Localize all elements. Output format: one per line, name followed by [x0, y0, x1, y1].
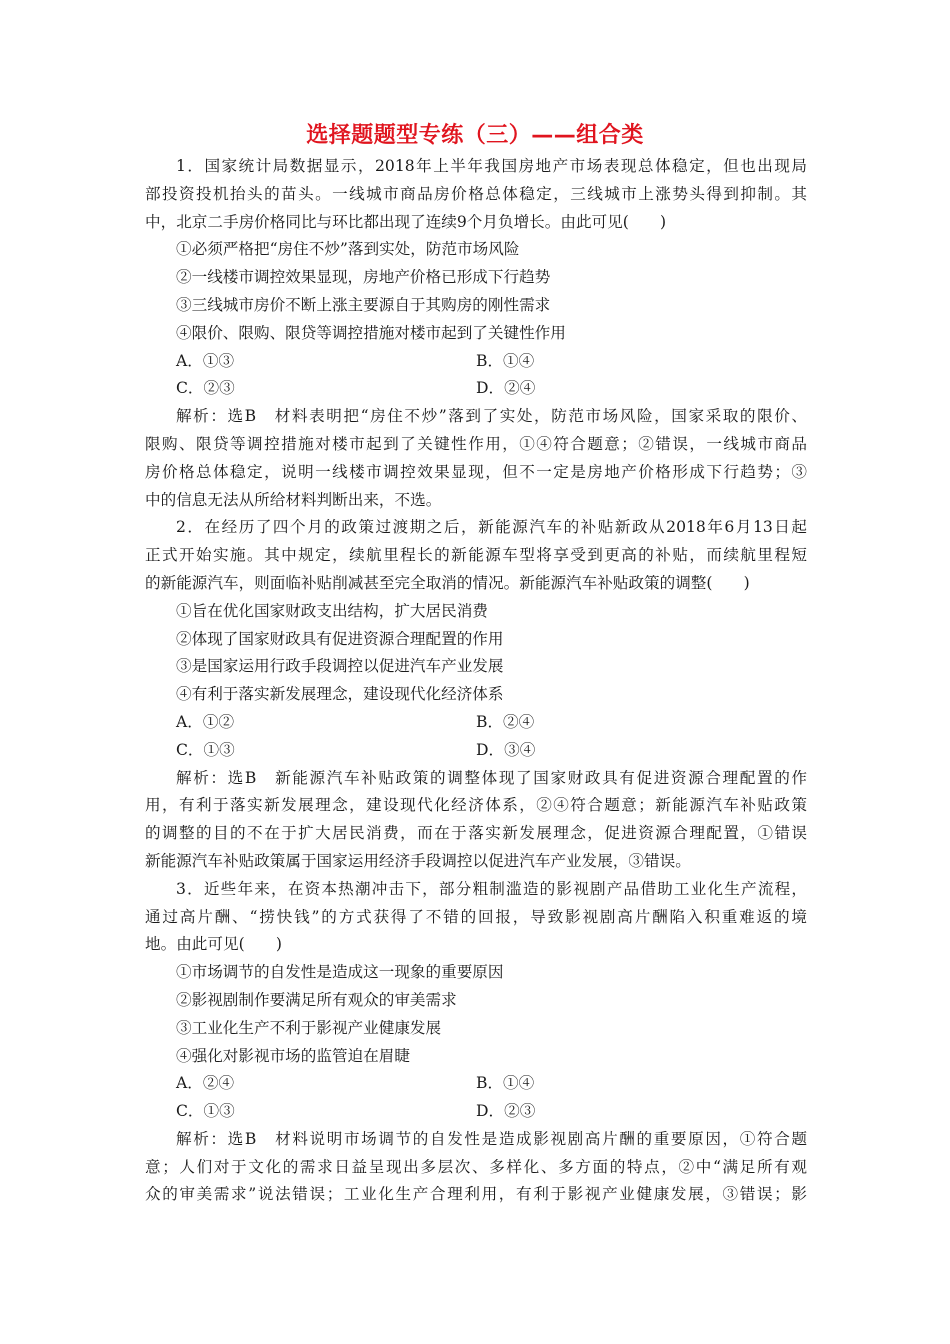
question-stem-line: 地。由此可见( ): [145, 935, 282, 954]
question-stem-line: 部投资投机抬头的苗头。一线城市商品房价格总体稳定，三线城市上涨势头得到抑制。其: [145, 184, 807, 203]
analysis-line: 中的信息无法从所给材料判断出来，不选。: [145, 490, 442, 509]
analysis-line: 众的审美需求”说法错误；工业化生产合理利用，有利于影视产业健康发展，③错误；影: [145, 1185, 807, 1204]
choice-b: B．①④: [476, 1074, 535, 1093]
choice-c: C．②③: [176, 379, 235, 398]
choice-a: A．①②: [176, 712, 235, 731]
analysis-line: 限购、限贷等调控措施对楼市起到了关键性作用，①④符合题意；②错误，一线城市商品: [145, 434, 807, 453]
choice-c: C．①③: [176, 740, 235, 759]
choice-row: [145, 709, 807, 737]
analysis-line: 新能源汽车补贴政策属于国家运用经济手段调控以促进汽车产业发展，③错误。: [145, 851, 691, 870]
question-stem-line: 通过高片酬、“捞快钱”的方式获得了不错的回报，导致影视剧高片酬陷入积重难返的境: [145, 907, 807, 926]
page-title: 选择题题型专练（三）——组合类: [306, 123, 644, 148]
choice-row: [145, 737, 807, 765]
statement-item: ②一线楼市调控效果显现，房地产价格已形成下行趋势: [176, 268, 551, 287]
statement-item: ③工业化生产不利于影视产业健康发展: [176, 1018, 442, 1037]
choice-d: D．③④: [476, 740, 536, 759]
question-2: [145, 514, 807, 875]
question-stem-line: 3．近些年来，在资本热潮冲击下，部分粗制滥造的影视剧产品借助工业化生产流程，: [176, 879, 807, 898]
question-stem-line: 的新能源汽车，则面临补贴削减甚至完全取消的情况。新能源汽车补贴政策的调整( ): [145, 573, 750, 592]
question-stem-line: 2．在经历了四个月的政策过渡期之后，新能源汽车的补贴新政从2018年6月13日起: [176, 518, 807, 537]
choice-a: A．②④: [176, 1074, 235, 1093]
analysis-line: 用，有利于落实新发展理念，建设现代化经济体系，②④符合题意；新能源汽车补贴政策: [145, 796, 807, 815]
choice-row: [145, 1098, 807, 1126]
analysis-line: 意；人们对于文化的需求日益呈现出多层次、多样化、多方面的特点，②中“满足所有观: [145, 1157, 807, 1176]
statement-item: ①市场调节的自发性是造成这一现象的重要原因: [176, 963, 504, 982]
choice-row: [145, 1070, 807, 1098]
statement-item: ④限价、限购、限贷等调控措施对楼市起到了关键性作用: [176, 323, 566, 342]
analysis-line: 解析：选B 材料表明把“房住不炒”落到了实处，防范市场风险，国家采取的限价、: [176, 407, 807, 426]
analysis-line: 的调整的目的不在于扩大居民消费，而在于落实新发展理念，促进资源合理配置，①错误: [145, 824, 807, 843]
question-stem-line: 正式开始实施。其中规定，续航里程长的新能源车型将享受到更高的补贴，而续航里程短: [145, 546, 807, 565]
analysis-line: 解析：选B 新能源汽车补贴政策的调整体现了国家财政具有促进资源合理配置的作: [176, 768, 807, 787]
choice-c: C．①③: [176, 1102, 235, 1121]
statement-item: ①旨在优化国家财政支出结构，扩大居民消费: [176, 601, 488, 620]
analysis-line: 解析：选B 材料说明市场调节的自发性是造成影视剧高片酬的重要原因，①符合题: [176, 1129, 807, 1148]
choice-row: [145, 348, 807, 376]
choice-row: [145, 375, 807, 403]
choice-a: A．①③: [176, 351, 235, 370]
analysis-line: 房价格总体稳定，说明一线楼市调控效果显现，但不一定是房地产价格形成下行趋势；③: [145, 462, 807, 481]
choice-d: D．②④: [476, 379, 536, 398]
choice-d: D．②③: [476, 1102, 536, 1121]
statement-item: ④强化对影视市场的监管迫在眉睫: [176, 1046, 410, 1065]
statement-item: ③是国家运用行政手段调控以促进汽车产业发展: [176, 657, 504, 676]
document-body: [145, 153, 807, 1209]
choice-b: B．①④: [476, 351, 535, 370]
statement-item: ②影视剧制作要满足所有观众的审美需求: [176, 990, 457, 1009]
statement-item: ①必须严格把“房住不炒”落到实处，防范市场风险: [176, 240, 520, 259]
question-3: [145, 876, 807, 1210]
question-stem-line: 中，北京二手房价格同比与环比都出现了连续9个月负增长。由此可见( ): [145, 212, 667, 231]
statement-item: ③三线城市房价不断上涨主要源自于其购房的刚性需求: [176, 295, 551, 314]
statement-item: ②体现了国家财政具有促进资源合理配置的作用: [176, 629, 504, 648]
choice-b: B．②④: [476, 712, 535, 731]
question-stem-line: 1．国家统计局数据显示，2018年上半年我国房地产市场表现总体稳定，但也出现局: [176, 157, 807, 175]
statement-item: ④有利于落实新发展理念，建设现代化经济体系: [176, 685, 504, 704]
question-1: [145, 153, 807, 514]
